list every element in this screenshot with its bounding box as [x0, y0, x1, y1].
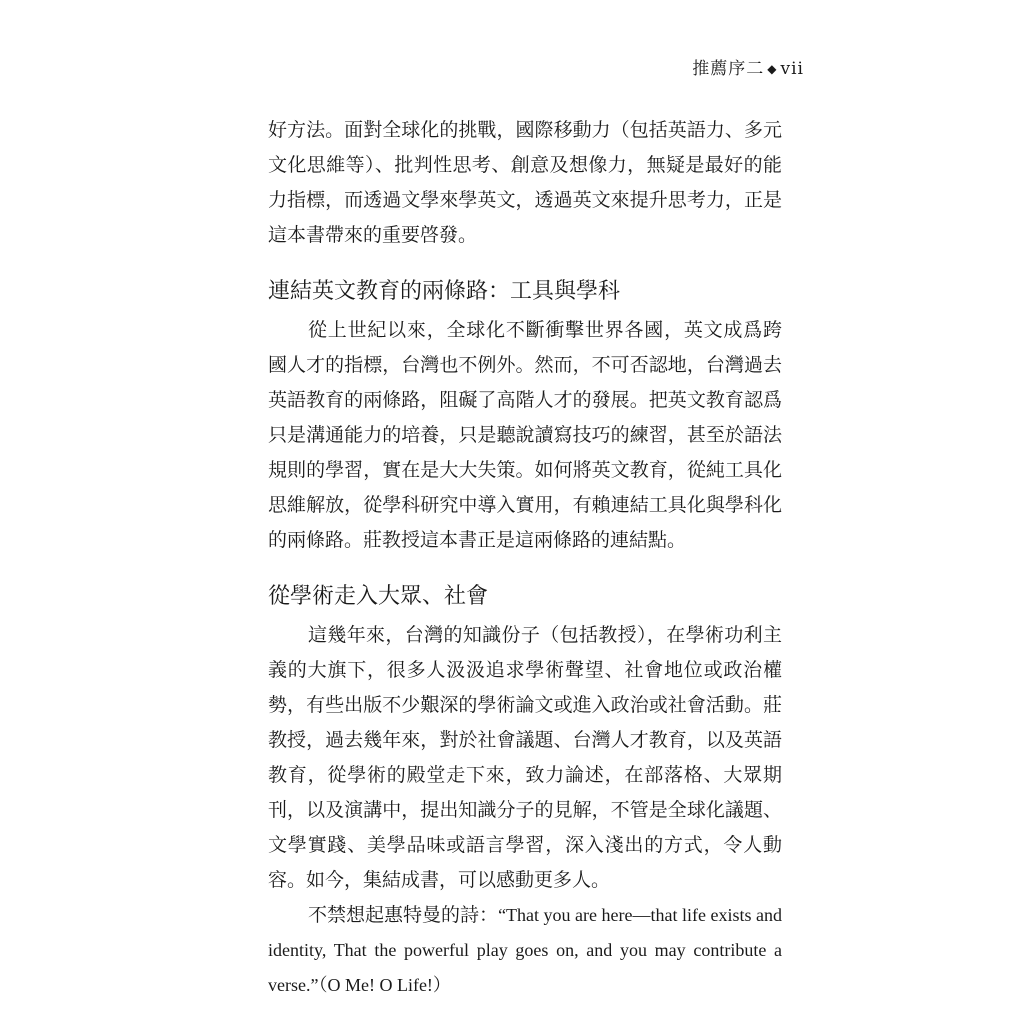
- diamond-ornament-icon: ◆: [767, 62, 778, 76]
- whitman-quote: “That you are here—that life exists and identity, That the powerful play goes on, and you may contribute a verse.”: [268, 905, 782, 995]
- page-number: vii: [780, 59, 804, 79]
- paragraph-4-lead: 不禁想起惠特曼的詩：: [308, 904, 499, 926]
- section-heading-1: 連結英文教育的兩條路：工具與學科: [268, 279, 621, 304]
- running-head: [692, 54, 804, 79]
- quote-source: （O Me! O Life!）: [318, 975, 451, 995]
- page-body: [268, 113, 782, 1003]
- paragraph-2: 從上世紀以來，全球化不斷衝擊世界各國，英文成爲跨國人才的指標，台灣也不例外。然而，不可否認地，台灣過去英語教育的兩條路，阻礙了高階人才的發展。把英文教育認爲只是溝通能力的培養，只是聽說讀寫技巧的練習，甚至於語法規則的學習，實在是大大失策。如何將英文教育，從純工具化思維解放，從學科研究中導入實用，有賴連結工具化與學科化的兩條路。莊教授這本書正是這兩條路的連結點。: [268, 319, 782, 551]
- paragraph-1: 好方法。面對全球化的挑戰，國際移動力（包括英語力、多元文化思維等）、批判性思考、創意及想像力，無疑是最好的能力指標，而透過文學來學英文，透過英文來提升思考力，正是這本書帶來的重要啓發。: [268, 119, 782, 246]
- paragraph-4: [268, 898, 782, 1003]
- section-heading-2: 從學術走入大眾、社會: [268, 584, 489, 609]
- paragraph-3: 這幾年來，台灣的知識份子（包括教授），在學術功利主義的大旗下，很多人汲汲追求學術聲望、社會地位或政治權勢，有些出版不少艱深的學術論文或進入政治或社會活動。莊教授，過去幾年來，對於社會議題、台灣人才教育，以及英語教育，從學術的殿堂走下來，致力論述，在部落格、大眾期刊，以及演講中，提出知識分子的見解，不管是全球化議題、文學實踐、美學品味或語言學習，深入淺出的方式，令人動容。如今，集結成書，可以感動更多人。: [268, 624, 782, 891]
- running-head-title: 推薦序二: [692, 59, 765, 79]
